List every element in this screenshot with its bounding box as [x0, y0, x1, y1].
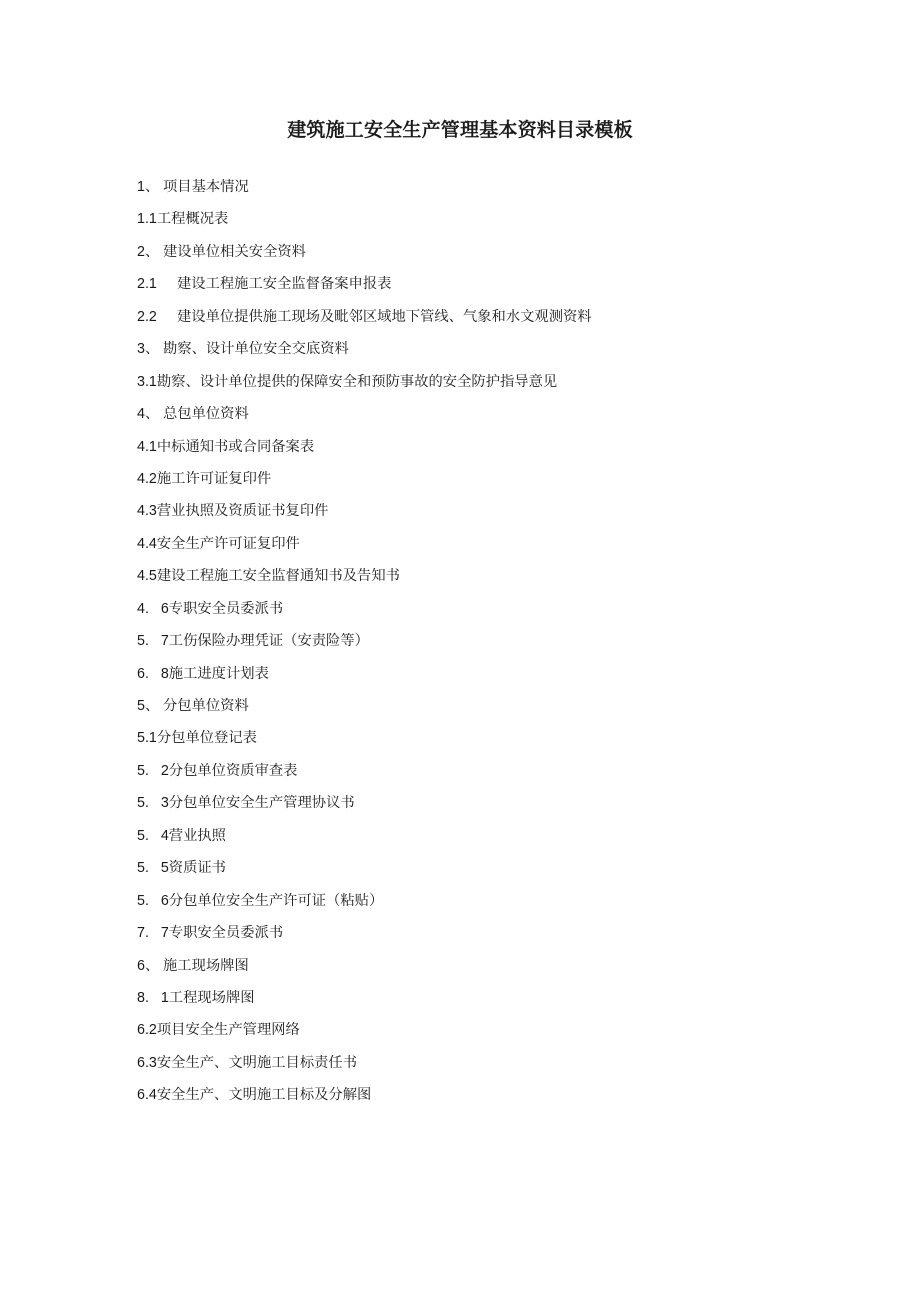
- toc-item-number: 5. 7: [137, 633, 169, 650]
- toc-item: [137, 791, 857, 823]
- table-of-contents: [137, 175, 857, 1116]
- toc-item-text: 项目基本情况: [163, 179, 249, 195]
- toc-item: [137, 986, 857, 1018]
- toc-item-number: 8. 1: [137, 989, 169, 1006]
- toc-item: [137, 921, 857, 953]
- toc-item-text: 专职安全员委派书: [168, 925, 284, 942]
- toc-item: [137, 759, 857, 791]
- toc-item-text: 安全生产许可证复印件: [156, 535, 300, 552]
- toc-item: [137, 597, 857, 629]
- toc-item-text: 总包单位资料: [163, 406, 249, 423]
- toc-item-number: 5. 5: [137, 860, 169, 877]
- toc-item-number: 5. 2: [137, 762, 169, 779]
- toc-item: [137, 272, 857, 304]
- toc-item: [137, 662, 857, 694]
- toc-item-text: 施工现场牌图: [163, 957, 249, 974]
- toc-item-text: 安全生产、文明施工目标责任书: [156, 1054, 358, 1071]
- toc-item-number: 2、: [137, 243, 160, 260]
- toc-item: [137, 726, 857, 758]
- toc-item: [137, 954, 857, 986]
- toc-item: [137, 1018, 857, 1050]
- toc-item: [137, 305, 857, 337]
- toc-item-number: 5. 3: [137, 795, 169, 812]
- toc-item-number: 5. 4: [137, 827, 169, 844]
- toc-item-text: 分包单位资料: [163, 698, 249, 714]
- toc-item-text: 分包单位安全生产管理协议书: [168, 795, 355, 812]
- toc-item-number: 6.4: [137, 1087, 157, 1104]
- toc-item-number: 4.3: [137, 503, 157, 520]
- toc-item-number: 6.2: [137, 1022, 157, 1039]
- toc-item-number: 4、: [137, 406, 160, 423]
- toc-item: [137, 499, 857, 531]
- toc-item: [137, 175, 857, 207]
- toc-item: [137, 1051, 857, 1083]
- toc-item-text: 工程概况表: [156, 211, 229, 228]
- toc-item-text: 工伤保险办理凭证（安责险等）: [168, 633, 369, 650]
- toc-item-number: 2.1: [137, 276, 157, 293]
- toc-item-number: 4.4: [137, 535, 157, 552]
- toc-item-number: 1、: [137, 179, 160, 195]
- toc-item: [137, 1083, 857, 1115]
- toc-item-text: 建设工程施工安全监督通知书及告知书: [156, 568, 400, 585]
- toc-item-text: 分包单位安全生产许可证（粘贴）: [168, 892, 384, 909]
- toc-item-text: 项目安全生产管理网络: [156, 1022, 300, 1039]
- toc-item: [137, 889, 857, 921]
- toc-item: [137, 629, 857, 661]
- toc-item-number: 3.1: [137, 373, 157, 390]
- toc-item-number: 6. 8: [137, 665, 169, 682]
- toc-item-text: 中标通知书或合同备案表: [156, 438, 315, 455]
- toc-item-number: 4.2: [137, 470, 157, 487]
- toc-item-number: 3、: [137, 341, 160, 358]
- toc-item: [137, 467, 857, 499]
- toc-item-number: 6、: [137, 957, 160, 974]
- toc-item-number: 5. 6: [137, 892, 169, 909]
- toc-item-text: 建设单位提供施工现场及毗邻区域地下管线、气象和水文观测资料: [177, 308, 592, 325]
- toc-item-text: 施工许可证复印件: [156, 470, 272, 487]
- document-title: 建筑施工安全生产管理基本资料目录模板: [287, 119, 633, 141]
- toc-item-text: 分包单位登记表: [156, 730, 257, 747]
- toc-item: [137, 240, 857, 272]
- toc-item-number: 6.3: [137, 1054, 157, 1071]
- toc-item: [137, 694, 857, 726]
- toc-item-text: 工程现场牌图: [168, 989, 255, 1006]
- toc-item: [137, 824, 857, 856]
- toc-item-number: 5、: [137, 698, 160, 714]
- toc-item: [137, 435, 857, 467]
- toc-item-number: 5.1: [137, 730, 157, 747]
- toc-item-text: 建设工程施工安全监督备案申报表: [177, 276, 392, 293]
- toc-item: [137, 856, 857, 888]
- toc-item-text: 营业执照: [168, 827, 226, 844]
- toc-item: [137, 402, 857, 434]
- toc-item-text: 勘察、设计单位提供的保障安全和预防事故的安全防护指导意见: [156, 373, 558, 390]
- toc-item-text: 资质证书: [168, 860, 226, 877]
- toc-item-text: 营业执照及资质证书复印件: [156, 503, 329, 520]
- toc-item: [137, 370, 857, 402]
- toc-item: [137, 564, 857, 596]
- toc-item: [137, 337, 857, 369]
- toc-item-text: 建设单位相关安全资料: [163, 243, 306, 260]
- toc-item-number: 7. 7: [137, 925, 169, 942]
- toc-item-text: 施工进度计划表: [168, 665, 269, 682]
- toc-item: [137, 207, 857, 239]
- toc-item-number: 1.1: [137, 211, 157, 228]
- toc-item-text: 安全生产、文明施工目标及分解图: [156, 1087, 372, 1104]
- toc-item-number: 4.1: [137, 438, 157, 455]
- toc-item-text: 勘察、设计单位安全交底资料: [163, 341, 349, 358]
- toc-item-number: 4. 6: [137, 600, 169, 617]
- toc-item-number: 4.5: [137, 568, 157, 585]
- toc-item-number: 2.2: [137, 308, 157, 325]
- toc-item-text: 专职安全员委派书: [168, 600, 284, 617]
- toc-item-text: 分包单位资质审查表: [168, 762, 298, 779]
- toc-item: [137, 532, 857, 564]
